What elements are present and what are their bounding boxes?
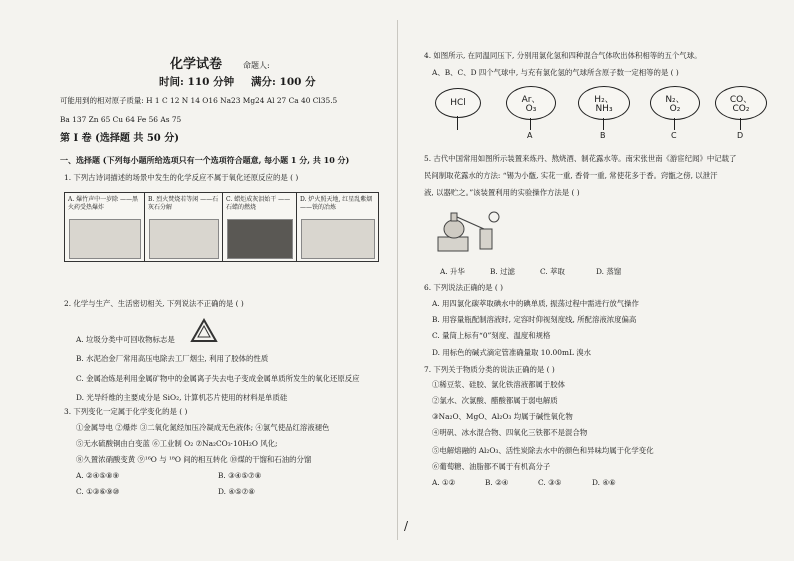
- balloon-hcl: [435, 88, 481, 118]
- q5-line3: 液, 以器贮之。”该装置利用的实验操作方法是 ( ): [424, 188, 580, 197]
- q1-option-a: A. 爆竹声中一岁除 ——黑火药受热爆炸: [68, 196, 139, 211]
- q7-line3: ③Na₂O、MgO、Al₂O₃ 均属于碱性氧化物: [432, 412, 573, 421]
- q2-option-c: C. 金属冶炼是利用金属矿物中的金属离子失去电子变成金属单质所发生的氧化还原反应: [76, 374, 360, 383]
- q1-stem: 1. 下列古诗词描述的场景中发生的化学反应不属于氧化还原反应的是 ( ): [64, 173, 299, 182]
- q7-line4: ④明矾、冰水混合物、四氧化三铁都不是混合物: [432, 428, 588, 437]
- q7-stem: 7. 下列关于物质分类的说法正确的是 ( ): [424, 365, 555, 374]
- q2-stem: 2. 化学与生产、生活密切相关, 下列说法不正确的是 ( ): [64, 299, 244, 308]
- balloon-d-gas2: CO₂: [732, 104, 750, 114]
- balloon-b-gas1: H₂、: [594, 95, 614, 105]
- q3-option-d: D. ④⑤⑦⑧: [218, 487, 255, 496]
- balloon-c: [650, 86, 700, 120]
- candle-image: [227, 219, 293, 259]
- limestone-image: [149, 219, 219, 259]
- q1-option-a-box: [64, 192, 145, 262]
- balloon-string: [603, 118, 604, 130]
- q1-option-b: B. 烈火焚烧若等闲 ——石灰石分解: [148, 196, 219, 211]
- recycle-icon: [190, 318, 218, 344]
- q1-option-c-box: [222, 192, 297, 262]
- balloon-a-gas2: O₃: [525, 104, 537, 114]
- q2-option-a: A. 垃圾分类中可回收物标志是: [76, 335, 175, 344]
- balloon-a: [506, 86, 556, 120]
- iron-smelting-image: [301, 219, 375, 259]
- exam-time: 时间: 110 分钟: [159, 76, 235, 88]
- q6-option-d: D. 用标色的碱式滴定管准确量取 10.00mL 溴水: [432, 348, 591, 357]
- q7-option-c: C. ③⑤: [538, 478, 562, 487]
- q1-option-c: C. 蜡炬成灰泪始干 ——石蜡的燃烧: [226, 196, 291, 211]
- q7-line2: ②氯水、次氯酸、醋酸都属于弱电解质: [432, 396, 558, 405]
- part1-heading: 第 I 卷 (选择题 共 50 分): [60, 133, 179, 144]
- q5-option-d: D. 蒸馏: [596, 267, 622, 276]
- q1-option-b-box: [144, 192, 223, 262]
- balloon-string: [530, 118, 531, 130]
- q6-option-b: B. 用容量瓶配制溶液时, 定容时仰视刻度线, 所配溶液浓度偏高: [432, 315, 637, 324]
- q1-option-d-box: [296, 192, 379, 262]
- q3-option-a: A. ②④⑤⑧⑨: [76, 471, 120, 480]
- q5-line1: 5. 古代中国常用如图所示装置来炼丹、熬烧酒、制花露水等。南宋张世南《游宦纪闻》中记载了: [424, 154, 737, 163]
- q3-line3: ⑧久置浓硝酸变黄 ⑨¹⁶O 与 ¹⁸O 间的相互转化 ⑩煤的干馏和石油的分馏: [76, 455, 312, 464]
- q7-line6: ⑥葡萄糖、油脂都不属于有机高分子: [432, 462, 551, 471]
- balloon-b-letter: B: [600, 131, 606, 140]
- q3-option-c: C. ①③⑥⑨⑩: [76, 487, 120, 496]
- section-heading: 一、选择题 (下列每小题所给选项只有一个选项符合题意, 每小题 1 分, 共 10 分): [60, 155, 350, 165]
- balloon-string: [674, 118, 675, 130]
- q7-option-d: D. ④⑥: [592, 478, 616, 487]
- exam-score: 满分: 100 分: [251, 76, 316, 88]
- q5-option-b: B. 过滤: [490, 267, 515, 276]
- q7-line1: ①稀豆浆、硅胶、氯化铁溶液都属于胶体: [432, 380, 566, 389]
- exam-title: 化学试卷: [170, 57, 223, 72]
- balloon-hcl-label: HCl: [450, 98, 466, 108]
- q3-stem: 3. 下列变化一定属于化学变化的是 ( ): [64, 407, 188, 416]
- atomic-masses-line2: Ba 137 Zn 65 Cu 64 Fe 56 As 75: [60, 115, 182, 124]
- column-divider: [397, 20, 398, 540]
- q4-question: A、B、C、D 四个气球中, 与充有氯化氢的气球所含原子数一定相等的是 ( ): [432, 68, 679, 77]
- page-mark: /: [404, 519, 409, 533]
- q7-option-a: A. ①②: [432, 478, 456, 487]
- balloon-c-letter: C: [671, 131, 677, 140]
- q3-option-b: B. ③④⑤⑦⑧: [218, 471, 262, 480]
- q6-stem: 6. 下列说法正确的是 ( ): [424, 283, 503, 292]
- balloon-c-gas2: O₂: [669, 104, 681, 114]
- q6-option-a: A. 用四氯化碳萃取碘水中的碘单质, 振荡过程中需进行放气操作: [432, 299, 639, 308]
- q7-line5: ⑤电解熔融的 Al₂O₃、活性炭除去水中的颜色和异味均属于化学变化: [432, 446, 654, 455]
- balloon-string: [457, 116, 458, 130]
- q5-option-a: A. 升华: [440, 267, 465, 276]
- balloon-b-gas2: NH₃: [595, 104, 613, 114]
- balloon-string: [740, 118, 741, 130]
- q3-line1: ①金属导电 ②爆炸 ③二氧化氮经加压冷凝成无色液体; ④氯气使品红溶液褪色: [76, 423, 330, 432]
- q5-option-c: C. 萃取: [540, 267, 565, 276]
- distillation-apparatus-image: [436, 207, 502, 253]
- setter-label: 命题人:: [243, 61, 270, 70]
- q1-option-d: D. 炉火照天地, 红星乱紫烟 ——铁的冶炼: [300, 196, 373, 211]
- balloon-c-gas1: N₂、: [665, 95, 685, 105]
- q7-option-b: B. ②④: [485, 478, 509, 487]
- balloon-d: [715, 86, 767, 120]
- balloon-d-gas1: CO、: [729, 95, 753, 105]
- balloon-b: [578, 86, 630, 120]
- q3-line2: ⑤无水硫酸铜由白变蓝 ⑥工业制 O₂ ⑦Na₂CO₃·10H₂O 风化;: [76, 439, 278, 448]
- balloon-d-letter: D: [737, 131, 744, 140]
- q6-option-c: C. 量筒上标有“0”刻度、温度和规格: [432, 331, 551, 340]
- q2-option-b: B. 水泥冶金厂常用高压电除去工厂烟尘, 利用了胶体的性质: [76, 354, 269, 363]
- balloon-a-gas1: Ar、: [521, 95, 541, 105]
- balloon-a-letter: A: [527, 131, 533, 140]
- q2-option-d: D. 光导纤维的主要成分是 SiO₂, 计算机芯片使用的材料是单质硅: [76, 393, 288, 402]
- atomic-masses-line1: 可能用到的相对原子质量: H 1 C 12 N 14 O16 Na23 Mg24 Al 27 Ca 40 Cl35.5: [60, 96, 338, 105]
- q5-line2: 民间制取花露水的方法: “锡为小甑, 实花一重, 香骨一重, 常使花多于香。窍甑之傍, 以泄汗: [424, 171, 718, 180]
- q4-stem: 4. 如图所示, 在同温同压下, 分别用氯化氢和四种混合气体吹出体积相等的五个气球。: [424, 51, 702, 60]
- firecracker-image: [69, 219, 141, 259]
